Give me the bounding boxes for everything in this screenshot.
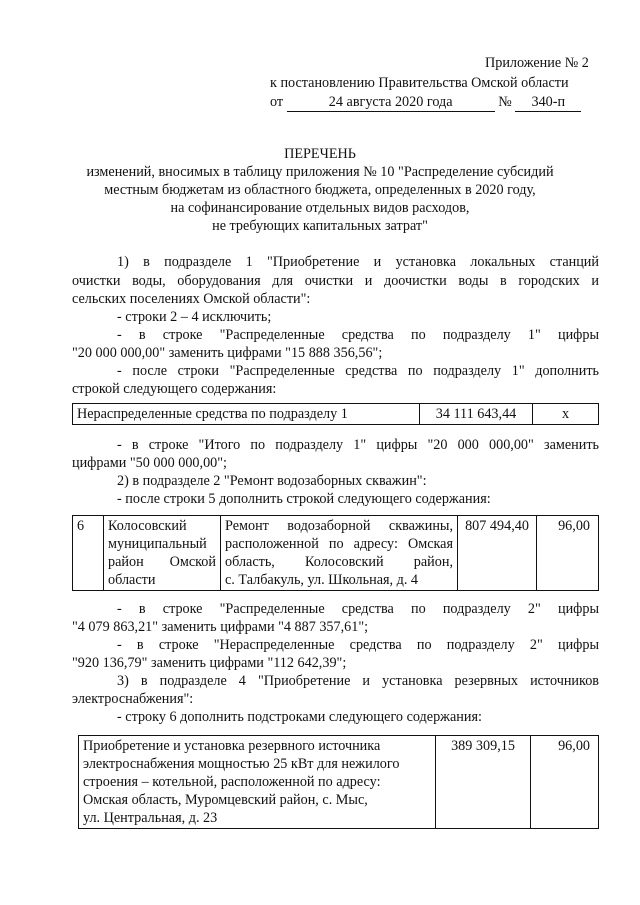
table-well-repair: [72, 515, 599, 591]
title-line-1: изменений, вносимых в таблицу приложения № 10 "Распределение субсидий: [86, 164, 554, 180]
table-row: [73, 404, 599, 425]
bullet-6-line-2: "4 079 863,21" заменить цифрами "4 887 357,61";: [72, 619, 369, 635]
table1-name-cell: Нераспределенные средства по подразделу 1: [73, 404, 420, 425]
table2-district-cell: [104, 516, 221, 591]
table2-num-cell: 6: [73, 516, 104, 591]
table2-amount-cell: 807 494,40: [458, 516, 537, 591]
table-row: [73, 516, 599, 591]
table3-desc-cell: [79, 736, 436, 829]
p1-line-3: сельских поселениях Омской области":: [72, 291, 311, 307]
paragraph-2: 2) в подразделе 2 "Ремонт водозаборных скважин":: [117, 473, 427, 489]
resolution-label: к постановлению Правительства Омской области: [270, 75, 569, 91]
work-line: Ремонт водозаборной скважины,: [225, 518, 453, 534]
date-line: [270, 94, 581, 112]
bullet-5: - после строки 5 дополнить строкой следующего содержания:: [117, 491, 491, 507]
bullet-3-line-1: - после строки "Распределенные средства по подразделу 1" дополнить: [117, 363, 599, 379]
district-line: муниципальный: [108, 536, 207, 552]
p1-line-2: очистки воды, оборудования для очистки и доочистки воды в городских и: [72, 273, 599, 289]
table1-amount-cell: 34 111 643,44: [420, 404, 533, 425]
table2-work-cell: [221, 516, 458, 591]
work-line: расположенной по адресу: Омская: [225, 536, 453, 552]
desc-line: строения – котельной, расположенной по адресу:: [83, 774, 381, 790]
district-line: области: [108, 572, 156, 588]
title-line-3: на софинансирование отдельных видов расходов,: [170, 200, 470, 216]
table-unallocated-funds: [72, 403, 599, 425]
bullet-6-line-1: - в строке "Распределенные средства по подразделу 2" цифры: [117, 601, 599, 617]
bullet-2-line-2: "20 000 000,00" заменить цифрами "15 888 356,56";: [72, 345, 383, 361]
resolution-date: 24 августа 2020 года: [287, 94, 495, 112]
bullet-8: - строку 6 дополнить подстроками следующего содержания:: [117, 709, 482, 725]
table2-percent-cell: 96,00: [537, 516, 599, 591]
desc-line: Приобретение и установка резервного источника: [83, 738, 381, 754]
table1-mark-cell: x: [533, 404, 599, 425]
desc-line: Омская область, Муромцевский район, с. Мыс,: [83, 792, 368, 808]
desc-line: ул. Центральная, д. 23: [83, 810, 218, 826]
p1-line-1: 1) в подразделе 1 "Приобретение и установка локальных станций: [117, 254, 599, 270]
district-line: район Омской: [108, 554, 216, 570]
table3-amount-cell: 389 309,15: [436, 736, 531, 829]
bullet-1: - строки 2 – 4 исключить;: [117, 309, 272, 325]
appendix-label: Приложение № 2: [485, 55, 589, 71]
paragraph-3-line-1: 3) в подразделе 4 "Приобретение и установка резервных источников: [117, 673, 599, 689]
number-label: №: [498, 94, 512, 110]
title-line-2: местным бюджетам из областного бюджета, определенных в 2020 году,: [104, 182, 536, 198]
bullet-7-line-1: - в строке "Нераспределенные средства по подразделу 2" цифры: [117, 637, 599, 653]
work-line: с. Талбакуль, ул. Школьная, д. 4: [225, 572, 419, 588]
title-line-4: не требующих капитальных затрат": [212, 218, 428, 234]
bullet-4-line-1: - в строке "Итого по подразделу 1" цифры "20 000 000,00" заменить: [117, 437, 599, 453]
desc-line: электроснабжения мощностью 25 кВт для нежилого: [83, 756, 400, 772]
from-label: от: [270, 94, 284, 110]
paragraph-3-line-2: электроснабжения":: [72, 691, 194, 707]
bullet-3-line-2: строкой следующего содержания:: [72, 381, 277, 397]
resolution-number: 340-п: [515, 94, 581, 112]
work-line: область, Колосовский район,: [225, 554, 453, 570]
document-title: ПЕРЕЧЕНЬ: [284, 146, 356, 162]
table-row: [79, 736, 599, 829]
district-line: Колосовский: [108, 518, 187, 534]
bullet-4-line-2: цифрами "50 000 000,00";: [72, 455, 227, 471]
table3-percent-cell: 96,00: [531, 736, 599, 829]
bullet-2-line-1: - в строке "Распределенные средства по подразделу 1" цифры: [117, 327, 599, 343]
table-power-supply: [78, 735, 599, 829]
bullet-7-line-2: "920 136,79" заменить цифрами "112 642,39";: [72, 655, 347, 671]
